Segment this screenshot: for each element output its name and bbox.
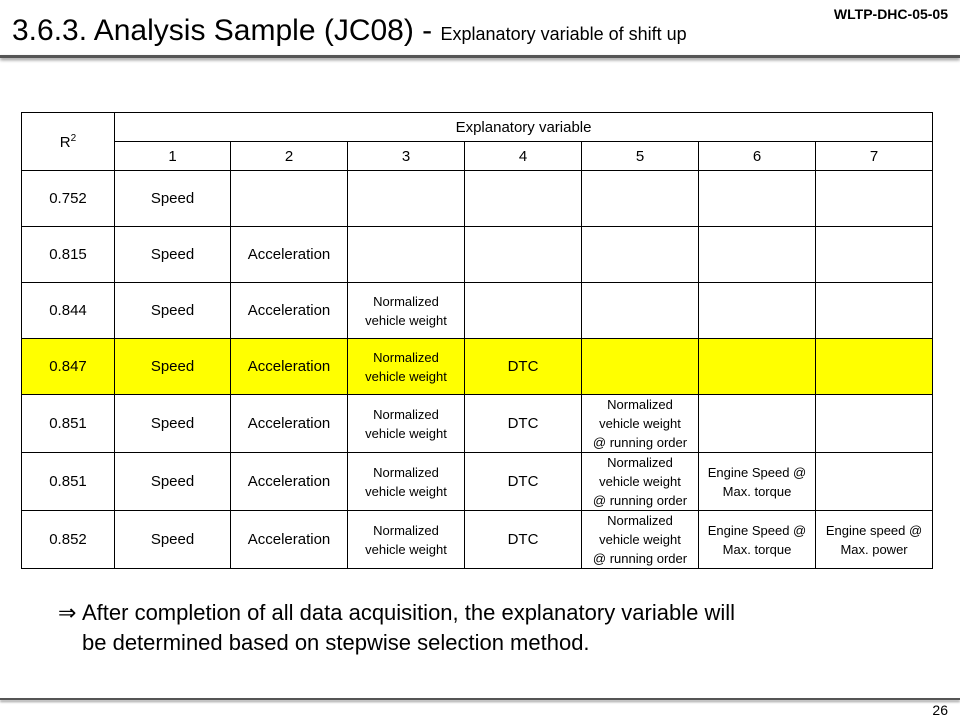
variable-cell xyxy=(582,339,699,395)
table-row-selected xyxy=(22,339,933,395)
variable-cell xyxy=(816,227,933,283)
column-header-2: 2 xyxy=(231,142,348,171)
variable-cell: Speed xyxy=(115,339,231,395)
variable-cell: Acceleration xyxy=(231,283,348,339)
variable-cell xyxy=(348,171,465,227)
variable-cell xyxy=(465,227,582,283)
explanatory-variable-header: Explanatory variable xyxy=(115,113,933,142)
variable-cell: Speed xyxy=(115,511,231,569)
r2-value-cell: 0.851 xyxy=(22,453,115,511)
variable-cell xyxy=(231,171,348,227)
page-title-subtitle: Explanatory variable of shift up xyxy=(440,24,687,44)
column-header-1: 1 xyxy=(115,142,231,171)
header-divider xyxy=(0,55,960,58)
variable-cell: Normalized vehicle weight @ running order xyxy=(582,511,699,569)
column-header-6: 6 xyxy=(699,142,816,171)
variable-cell xyxy=(816,453,933,511)
variable-cell: Engine speed @ Max. power xyxy=(816,511,933,569)
variable-cell: Normalized vehicle weight xyxy=(348,395,465,453)
variable-cell: Normalized vehicle weight xyxy=(348,453,465,511)
conclusion-note xyxy=(58,598,735,658)
column-header-3: 3 xyxy=(348,142,465,171)
variable-cell: DTC xyxy=(465,339,582,395)
variable-cell xyxy=(699,283,816,339)
explanatory-variable-table xyxy=(21,112,933,569)
variable-cell: Acceleration xyxy=(231,453,348,511)
r2-header-cell xyxy=(22,113,115,171)
variable-cell xyxy=(699,339,816,395)
variable-cell: Normalized vehicle weight xyxy=(348,339,465,395)
variable-cell xyxy=(582,283,699,339)
table-header-row xyxy=(22,113,933,142)
variable-cell: DTC xyxy=(465,395,582,453)
footer-divider xyxy=(0,698,960,700)
table-row xyxy=(22,171,933,227)
page-title xyxy=(12,14,687,48)
variable-cell: Normalized vehicle weight xyxy=(348,511,465,569)
r2-value-cell: 0.844 xyxy=(22,283,115,339)
column-header-4: 4 xyxy=(465,142,582,171)
variable-cell xyxy=(582,171,699,227)
conclusion-text-1: After completion of all data acquisition, the explanatory variable will xyxy=(82,600,736,625)
page-title-main: 3.6.3. Analysis Sample (JC08) - xyxy=(12,14,441,47)
variable-cell: Normalized vehicle weight xyxy=(348,283,465,339)
column-header-7: 7 xyxy=(816,142,933,171)
variable-cell: Acceleration xyxy=(231,339,348,395)
table-row xyxy=(22,453,933,511)
document-id: WLTP-DHC-05-05 xyxy=(833,6,948,22)
r2-value-cell: 0.851 xyxy=(22,395,115,453)
variable-cell: Normalized vehicle weight @ running order xyxy=(582,395,699,453)
column-number-row xyxy=(22,142,933,171)
column-header-5: 5 xyxy=(582,142,699,171)
conclusion-line-1 xyxy=(58,598,735,628)
variable-cell xyxy=(582,227,699,283)
variable-cell xyxy=(348,227,465,283)
conclusion-line-2: be determined based on stepwise selection method. xyxy=(82,630,590,655)
variable-cell xyxy=(465,283,582,339)
variable-cell: Speed xyxy=(115,171,231,227)
variable-cell: Speed xyxy=(115,395,231,453)
variable-cell: Speed xyxy=(115,283,231,339)
variable-cell xyxy=(699,171,816,227)
implies-arrow-icon: ⇒ xyxy=(58,600,77,625)
variable-cell xyxy=(816,395,933,453)
variable-cell: DTC xyxy=(465,511,582,569)
variable-cell: Speed xyxy=(115,227,231,283)
variable-cell xyxy=(465,171,582,227)
r2-superscript: 2 xyxy=(70,132,77,144)
variable-cell xyxy=(816,283,933,339)
r2-value-cell: 0.752 xyxy=(22,171,115,227)
variable-cell xyxy=(816,339,933,395)
variable-cell: DTC xyxy=(465,453,582,511)
variable-cell: Engine Speed @ Max. torque xyxy=(699,453,816,511)
r2-value-cell: 0.815 xyxy=(22,227,115,283)
table-row xyxy=(22,511,933,569)
variable-cell: Engine Speed @ Max. torque xyxy=(699,511,816,569)
page-number: 26 xyxy=(932,702,948,718)
variable-cell xyxy=(816,171,933,227)
r2-value-cell: 0.847 xyxy=(22,339,115,395)
variable-cell xyxy=(699,395,816,453)
variable-cell: Normalized vehicle weight @ running order xyxy=(582,453,699,511)
variable-cell xyxy=(699,227,816,283)
table-row xyxy=(22,283,933,339)
table-row xyxy=(22,227,933,283)
table-row xyxy=(22,395,933,453)
variable-cell: Acceleration xyxy=(231,511,348,569)
r2-value-cell: 0.852 xyxy=(22,511,115,569)
variable-cell: Speed xyxy=(115,453,231,511)
variable-cell: Acceleration xyxy=(231,395,348,453)
r2-label: R xyxy=(59,133,71,151)
variable-cell: Acceleration xyxy=(231,227,348,283)
